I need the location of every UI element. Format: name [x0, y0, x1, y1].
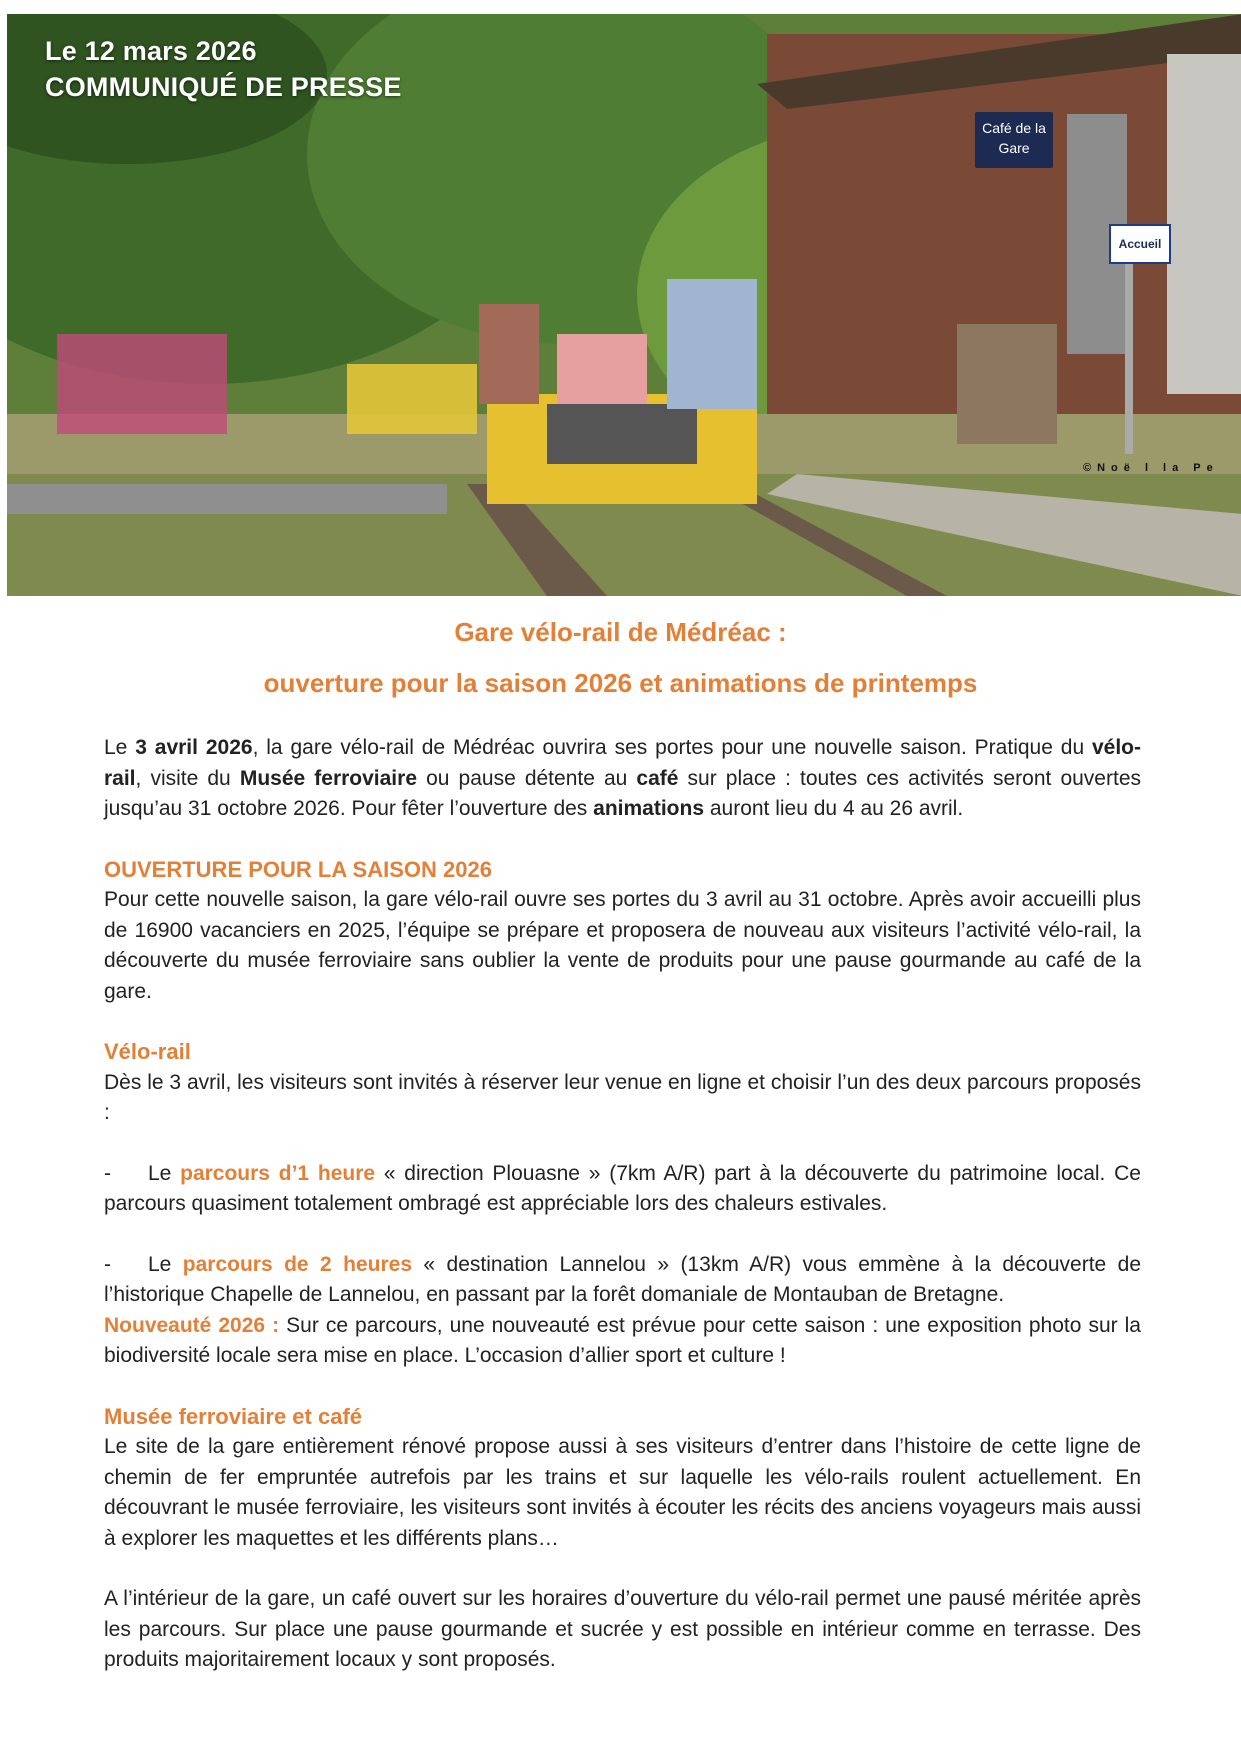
press-release-label: COMMUNIQUÉ DE PRESSE — [45, 72, 402, 102]
section-heading-musee: Musée ferroviaire et café — [104, 1403, 363, 1429]
page-title: Gare vélo-rail de Médréac : — [454, 617, 787, 647]
section-heading-saison: OUVERTURE POUR LA SAISON 2026 — [104, 856, 492, 882]
list-item: - Le parcours de 2 heures « destination Lannelou » (13km A/R) vous emmène à la découverte de l’historique Chapelle de Lannelou, en passant par la forêt domaniale de Montauban de Bretagne. — [104, 1252, 1142, 1306]
page-subtitle: ouverture pour la saison 2026 et animations de printemps — [263, 668, 978, 698]
nouveaute-paragraph: Nouveauté 2026 : Sur ce parcours, une nouveauté est prévue pour cette saison : une exposition photo sur la biodiversité locale sera mise en place. L’occasion d’allier sport et culture ! — [104, 1313, 1141, 1367]
photo-credit: ©Noë l la Pe — [1083, 462, 1219, 474]
list-item: - Le parcours d’1 heure « direction Plouasne » (7km A/R) part à la découverte du patrimoine local. Ce parcours quasiment totalement ombragé est appréciable lors des chaleurs estivales. — [104, 1161, 1141, 1215]
cafe-paragraph: A l’intérieur de la gare, un café ouvert sur les horaires d’ouverture du vélo-rail permet une pausé méritée après les parcours. Sur place une pause gourmande et sucrée y est possible en intérieur comme en terrasse. Des produits majoritairement locaux y sont proposés. — [104, 1587, 1141, 1671]
cafe-sign: Café de la Gare — [975, 112, 1053, 168]
intro-paragraph: Le 3 avril 2026, la gare vélo-rail de Médréac ouvrira ses portes pour une nouvelle saison. Pratique du vélo-rail, visite du Musée ferroviaire ou pause détente au café sur place : toutes ces activités seront ouvertes jusqu’au 31 octobre 2026. Pour fêter l’ouverture des animations auront lieu du 4 au 26 avril. — [104, 736, 1141, 820]
musee-paragraph: Le site de la gare entièrement rénové propose aussi à ses visiteurs d’entrer dans l’histoire de cette ligne de chemin de fer empruntée autrefois par les trains et sur laquelle les vélo-rails roulent actuellement. En découvrant le musée ferroviaire, les visiteurs sont invités à écouter les récits des anciens voyageurs mais aussi à explorer les maquettes et les différents plans… — [104, 1435, 1141, 1550]
article-body — [104, 733, 1141, 1676]
press-date: Le 12 mars 2026 — [45, 36, 257, 66]
velorail-paragraph: Dès le 3 avril, les visiteurs sont invités à réserver leur venue en ligne et choisir l’un des deux parcours proposés : — [104, 1070, 1141, 1124]
accueil-sign: Accueil — [1109, 224, 1171, 264]
hero-photo — [7, 14, 1241, 596]
saison-paragraph: Pour cette nouvelle saison, la gare vélo-rail ouvre ses portes du 3 avril au 31 octobre. Après avoir accueilli plus de 16900 vacanciers en 2025, l’équipe se prépare et proposera de nouveau aux visiteurs l’activité vélo-rail, la découverte du musée ferroviaire sans oublier la vente de produits pour une pause gourmande au café de la gare. — [104, 888, 1141, 1003]
section-heading-velorail: Vélo-rail — [104, 1039, 191, 1064]
